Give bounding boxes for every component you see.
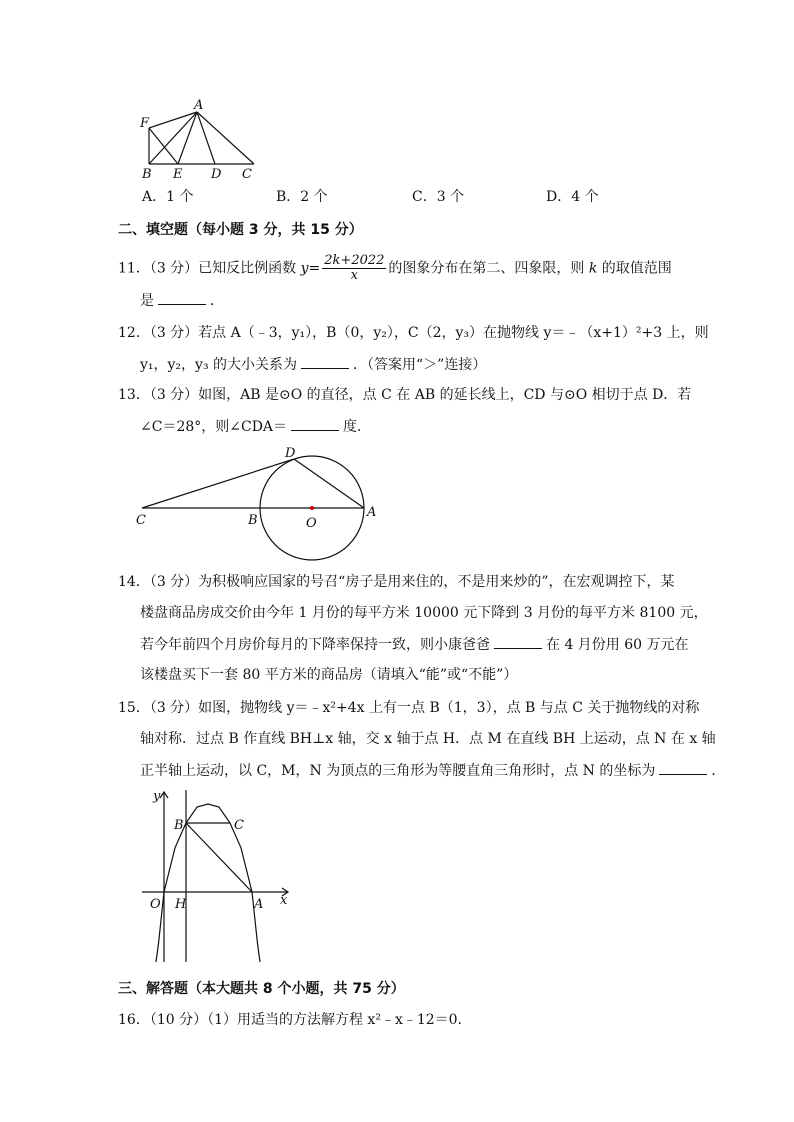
q15-line3-pre: 正半轴上运动，以 C，M，N 为顶点的三角形为等腰直角三角形时，点 N 的坐标为 xyxy=(140,763,656,779)
q11-fraction xyxy=(322,254,386,283)
q11-line2-pre: 是 xyxy=(140,293,154,309)
fig10-label-e: E xyxy=(173,167,183,182)
q13-answer-blank xyxy=(291,416,339,431)
fig13-label-o: O xyxy=(306,516,317,531)
fig10-label-b: B xyxy=(142,167,152,182)
fig15-label-b: B xyxy=(174,818,184,833)
choice-c: C．3 个 xyxy=(412,189,465,205)
fig10-label-d: D xyxy=(211,167,222,182)
q11-line1 xyxy=(118,254,672,283)
q15-line2: 轴对称．过点 B 作直线 BH⊥x 轴，交 x 轴于点 H．点 M 在直线 BH 上运动，点 N 在 x 轴 xyxy=(140,731,716,747)
choice-a: A．1 个 xyxy=(142,189,194,205)
q12-line2-pre: y₁，y₂，y₃ 的大小关系为 xyxy=(140,357,298,373)
q10-figure xyxy=(136,98,266,182)
fig13-label-d: D xyxy=(285,446,296,461)
q14-line3-pre: 若今年前四个月房价每月的下降率保持一致，则小康爸爸 xyxy=(140,637,490,653)
fig13-label-a: A xyxy=(367,505,377,520)
q11-y: y xyxy=(300,260,309,277)
q15-figure xyxy=(138,786,298,964)
q15-line3 xyxy=(140,760,725,781)
q12-line1: 12．（3 分）若点 A（﹣3，y₁），B（0，y₂），C（2，y₃）在抛物线 y＝﹣（x+1）²+3 上，则 xyxy=(118,325,709,341)
q14-line2: 楼盘商品房成交价由今年 1 月份的每平方米 10000 元下降到 3 月份的每平方米 8100 元， xyxy=(140,605,708,621)
q11-line2 xyxy=(140,290,224,311)
fig10-label-f: F xyxy=(140,116,150,131)
fig10-label-c: C xyxy=(242,167,252,182)
section-3-heading: 三、解答题（本大题共 8 个小题，共 75 分） xyxy=(118,981,405,997)
q13-figure xyxy=(130,440,390,562)
q15-line1: 15．（3 分）如图，抛物线 y＝﹣x²+4x 上有一点 B（1，3），点 B 与点 C 关于抛物线的对称 xyxy=(118,700,700,716)
fig15-label-y: y xyxy=(153,789,161,804)
q14-line3-post: 在 4 月份用 60 万元在 xyxy=(546,637,689,653)
q12-answer-blank xyxy=(301,354,349,369)
q11-answer-blank xyxy=(158,290,206,305)
fig15-label-o: O xyxy=(150,897,161,912)
q11-eq: = xyxy=(308,260,321,277)
q11-fraction-denominator: x xyxy=(350,268,359,283)
q11-k: k xyxy=(588,260,598,277)
fig13-label-b: B xyxy=(248,513,258,528)
q13-line2 xyxy=(140,416,371,437)
section-2-heading: 二、填空题（每小题 3 分，共 15 分） xyxy=(118,222,363,238)
parabola-curve xyxy=(156,804,260,962)
q13-line2-pre: ∠C＝28°，则∠CDA＝ xyxy=(140,419,288,435)
q14-line3 xyxy=(140,634,689,655)
q11-line2-post: ． xyxy=(210,293,224,309)
q11-pre: 11．（3 分）已知反比例函数 xyxy=(118,260,301,277)
fig15-label-c: C xyxy=(234,818,244,833)
q15-line3-post: ． xyxy=(711,763,726,779)
q14-line4: 该楼盘买下一套 80 平方米的商品房（请填入“能”或“不能”） xyxy=(140,667,518,683)
q14-answer-blank xyxy=(494,634,542,649)
q13-line2-post: 度． xyxy=(343,419,372,435)
fig13-label-c: C xyxy=(136,513,146,528)
fig15-label-a: A xyxy=(254,897,264,912)
fig15-label-x: x xyxy=(280,893,288,908)
fig15-label-h: H xyxy=(175,897,187,912)
q11-post: 的图象分布在第二、四象限，则 xyxy=(388,260,589,277)
q11-fraction-numerator: 2k+2022 xyxy=(324,253,385,268)
choice-d: D．4 个 xyxy=(546,189,599,205)
center-dot xyxy=(310,506,314,510)
choice-b: B．2 个 xyxy=(276,189,328,205)
q12-line2-post: ．（答案用“＞”连接） xyxy=(353,357,487,373)
q13-line1: 13．（3 分）如图，AB 是⊙O 的直径，点 C 在 AB 的延长线上，CD 与⊙O 相切于点 D．若 xyxy=(118,387,692,403)
q12-line2 xyxy=(140,354,486,375)
q16-line1: 16．（10 分）（1）用适当的方法解方程 x²﹣x﹣12＝0． xyxy=(118,1012,472,1028)
q11-post2: 的取值范围 xyxy=(597,260,672,277)
q15-answer-blank xyxy=(659,760,707,775)
fig10-label-a: A xyxy=(194,98,204,113)
q14-line1: 14．（3 分）为积极响应国家的号召“房子是用来住的，不是用来炒的”，在宏观调控下，某 xyxy=(118,574,675,590)
